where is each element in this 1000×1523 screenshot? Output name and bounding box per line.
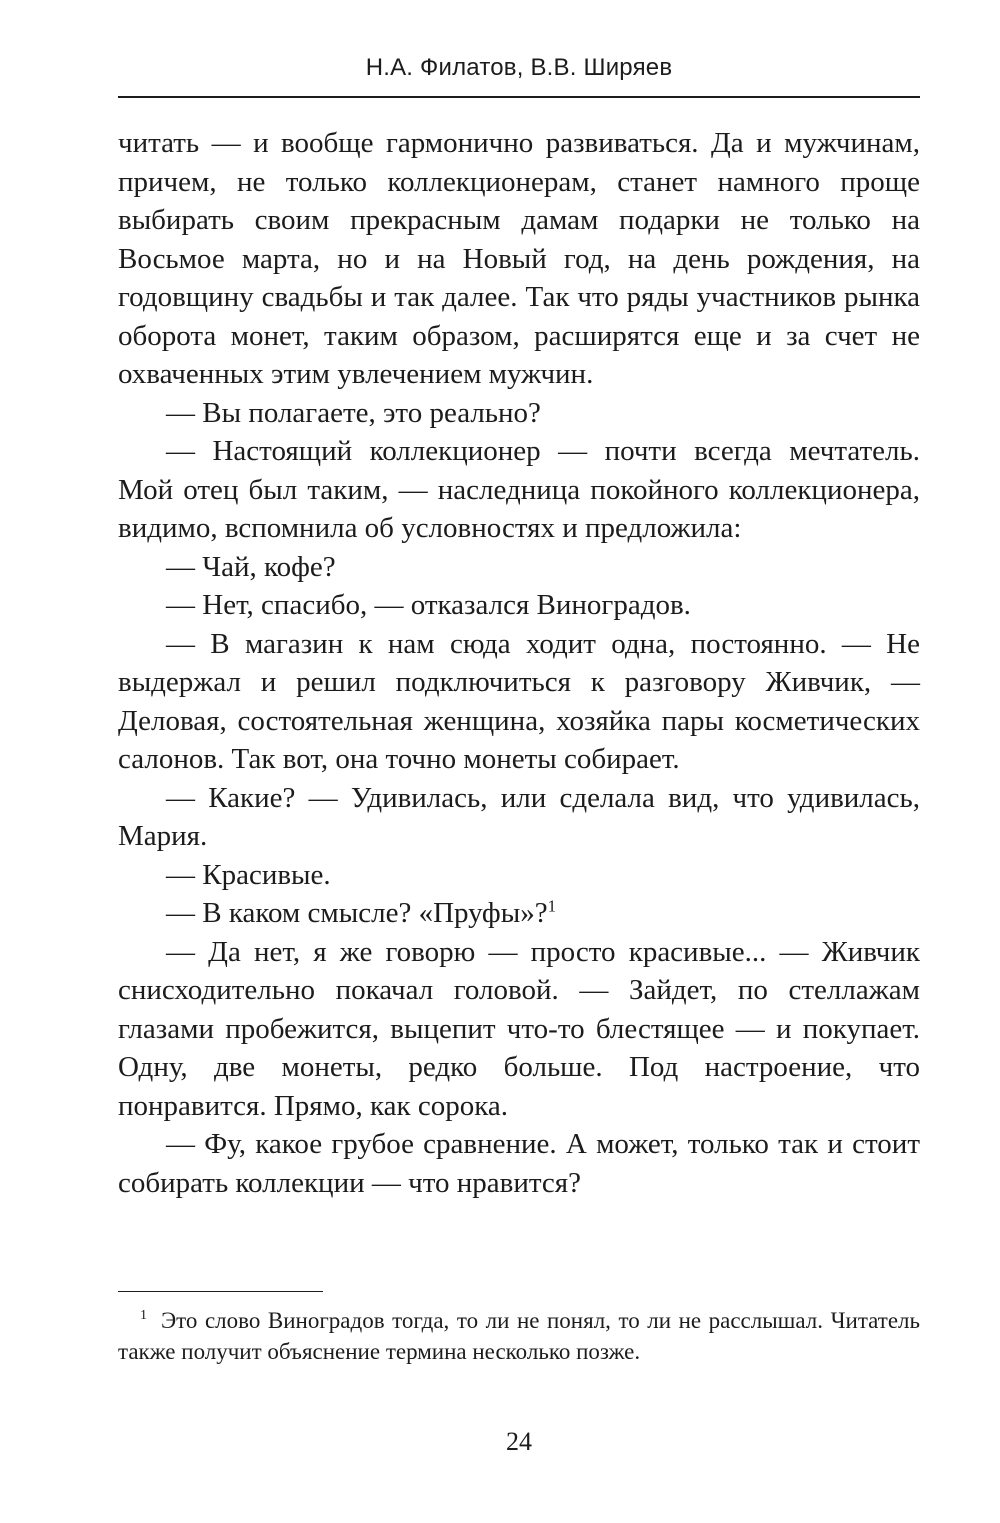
page-number: 24: [506, 1427, 532, 1456]
body-text: [118, 124, 920, 1202]
footnote: [118, 1305, 920, 1367]
paragraph: — Чай, кофе?: [166, 550, 336, 583]
header-divider: [118, 96, 920, 98]
paragraph: — Вы полагаете, это реально?: [166, 396, 541, 429]
paragraph: — Красивые.: [166, 858, 331, 891]
paragraph: — Какие? — Удивилась, или сделала вид, что удивилась, Мария.: [118, 781, 920, 852]
paragraph: — Фу, какое грубое сравнение. А может, только так и стоит собирать коллекции — что нравится?: [118, 1128, 920, 1199]
footnote-divider: [118, 1291, 323, 1292]
running-head: Н.А. Филатов, В.В. Ширяев: [365, 54, 673, 81]
paragraph: читать — и вообще гармонично развиваться. Да и мужчинам, причем, не только коллекционерам, станет намного проще выбирать своим прекрасным дамам подарки не только на Восьмое марта, но и на Новый год, на день рождения, на годовщину свадьбы и так далее. Так что ряды участников рынка оборота монет, таким образом, расширятся еще и за счет не охваченных этим увлечением мужчин.: [118, 127, 920, 390]
footnote-number: 1: [140, 1308, 147, 1324]
footnote-text: Это слово Виноградов тогда, то ли не понял, то ли не расслышал. Читатель также получит объяснение термина несколько позже.: [118, 1308, 920, 1364]
footnote-reference[interactable]: 1: [547, 896, 557, 916]
paragraph: — Нет, спасибо, — отказался Виноградов.: [166, 589, 691, 621]
paragraph: — В магазин к нам сюда ходит одна, постоянно. — Не выдержал и решил подключиться к разговору Живчик, — Деловая, состоятельная женщина, хозяйка пары косметических салонов. Так вот, она точно монеты собирает.: [118, 627, 920, 775]
paragraph-with-footnote: [118, 894, 920, 933]
paragraph: — Настоящий коллекционер — почти всегда мечтатель. Мой отец был таким, — наследница покойного коллекционера, видимо, вспомнила об условностях и предложила:: [118, 435, 920, 544]
paragraph: — Да нет, я же говорю — просто красивые... — Живчик снисходительно покачал головой. — Зайдет, по стеллажам глазами пробежится, выцепит что-то блестящее — и покупает. Одну, две монеты, редко больше. Под настроение, что понравится. Прямо, как сорока.: [118, 935, 920, 1122]
paragraph-text: — В каком смысле? «Пруфы»?: [166, 897, 548, 929]
